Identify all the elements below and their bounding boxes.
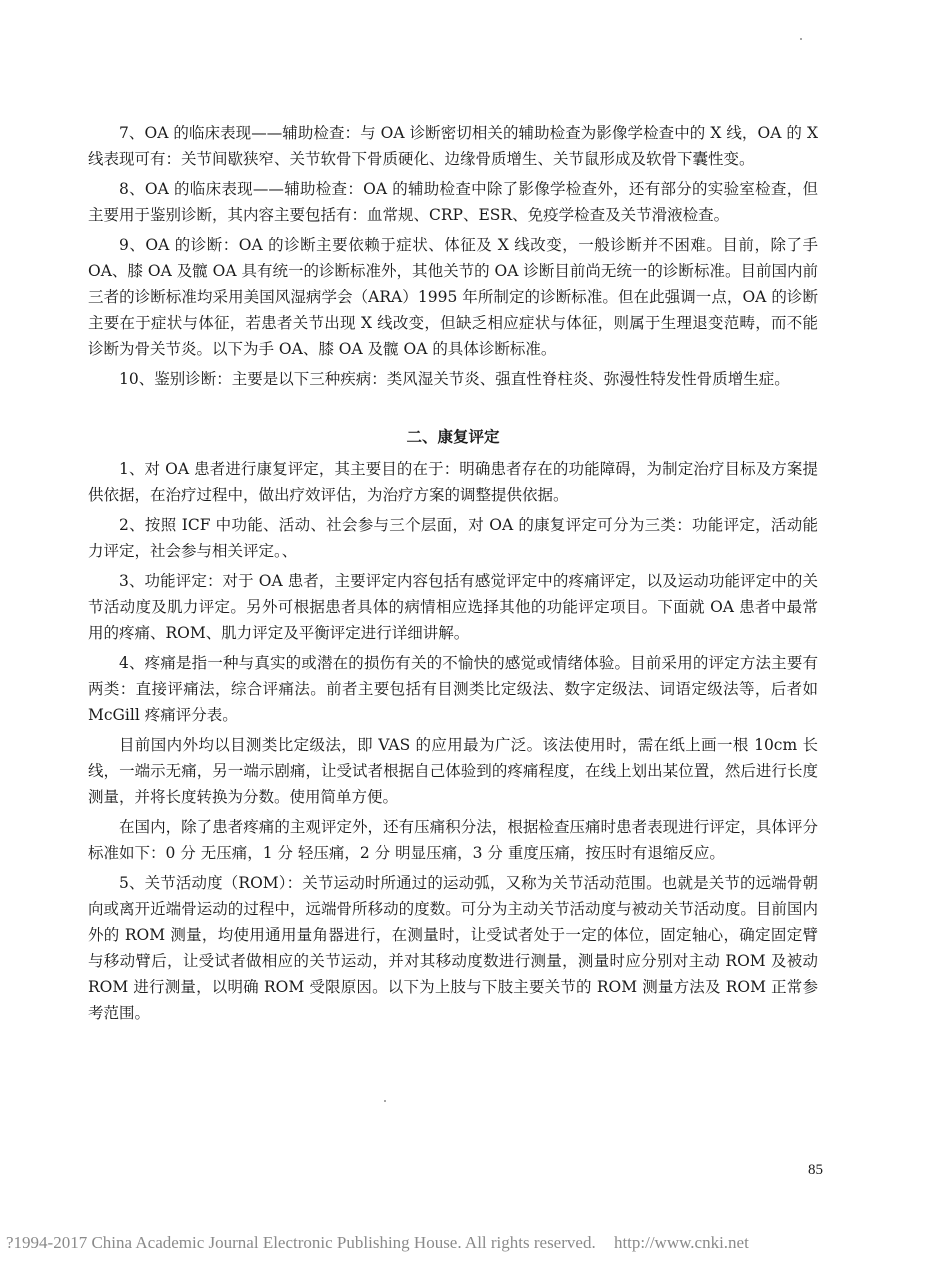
- paragraph-7: 7、OA 的临床表现——辅助检查：与 OA 诊断密切相关的辅助检查为影像学检查中的 X 线，OA 的 X 线表现可有：关节间歇狭窄、关节软骨下骨质硬化、边缘骨质增生、关节鼠形成及软骨下囊性变。: [88, 124, 818, 168]
- body-text: [88, 120, 818, 1030]
- paragraph-9: 9、OA 的诊断：OA 的诊断主要依赖于症状、体征及 X 线改变，一般诊断并不困难。目前，除了手 OA、膝 OA 及髋 OA 具有统一的诊断标准外，其他关节的 OA 诊断目前尚无统一的诊断标准。目前国内前三者的诊断标准均采用美国风湿病学会（ARA）1995 年所制定的诊断标准。但在此强调一点，OA 的诊断主要在于症状与体征，若患者关节出现 X 线改变，但缺乏相应症状与体征，则属于生理退变范畴，而不能诊断为骨关节炎。以下为手 OA、膝 OA 及髋 OA 的具体诊断标准。: [88, 236, 818, 358]
- paragraph-3: 3、功能评定：对于 OA 患者，主要评定内容包括有感觉评定中的疼痛评定，以及运动功能评定中的关节活动度及肌力评定。另外可根据患者具体的病情相应选择其他的功能评定项目。下面就 OA 患者中最常用的疼痛、ROM、肌力评定及平衡评定进行详细讲解。: [88, 572, 818, 642]
- footer-url: http://www.cnki.net: [613, 1233, 749, 1252]
- paragraph-1: 1、对 OA 患者进行康复评定，其主要目的在于：明确患者存在的功能障碍，为制定治疗目标及方案提供依据，在治疗过程中，做出疗效评估，为治疗方案的调整提供依据。: [88, 460, 818, 504]
- scan-speck: [800, 38, 802, 40]
- paragraph-5: 5、关节活动度（ROM）：关节运动时所通过的运动弧，又称为关节活动范围。也就是关节的远端骨朝向或离开近端骨运动的过程中，远端骨所移动的度数。可分为主动关节活动度与被动关节活动度。目前国内外的 ROM 测量，均使用通用量角器进行，在测量时，让受试者处于一定的体位，固定轴心，确定固定臂与移动臂后，让受试者做相应的关节运动，并对其移动度数进行测量，测量时应分别对主动 ROM 及被动 ROM 进行测量，以明确 ROM 受限原因。以下为上肢与下肢主要关节的 ROM 测量方法及 ROM 正常参考范围。: [88, 874, 818, 1022]
- page-number: 85: [808, 1162, 823, 1178]
- paragraph-4: 4、疼痛是指一种与真实的或潜在的损伤有关的不愉快的感觉或情绪体验。目前采用的评定方法主要有两类：直接评痛法，综合评痛法。前者主要包括有目测类比定级法、数字定级法、词语定级法等，后者如 McGill 疼痛评分表。: [88, 654, 818, 724]
- footer-copyright: ?1994-2017 China Academic Journal Electronic Publishing House. All rights reserved.: [6, 1233, 596, 1252]
- paragraph-vas: 目前国内外均以目测类比定级法，即 VAS 的应用最为广泛。该法使用时，需在纸上画一根 10cm 长线，一端示无痛，另一端示剧痛，让受试者根据自己体验到的疼痛程度，在线上划出某位置，然后进行长度测量，并将长度转换为分数。使用简单方便。: [88, 736, 818, 806]
- footer: [6, 1233, 926, 1253]
- paragraph-10: 10、鉴别诊断：主要是以下三种疾病：类风湿关节炎、强直性脊柱炎、弥漫性特发性骨质增生症。: [119, 370, 790, 388]
- paragraph-2: 2、按照 ICF 中功能、活动、社会参与三个层面，对 OA 的康复评定可分为三类：功能评定，活动能力评定，社会参与相关评定。、: [88, 516, 818, 560]
- scan-speck: [384, 1100, 386, 1102]
- paragraph-8: 8、OA 的临床表现——辅助检查：OA 的辅助检查中除了影像学检查外，还有部分的实验室检查，但主要用于鉴别诊断，其内容主要包括有：血常规、CRP、ESR、免疫学检查及关节滑液检查。: [88, 180, 818, 224]
- paragraph-tenderness: 在国内，除了患者疼痛的主观评定外，还有压痛积分法，根据检查压痛时患者表现进行评定，具体评分标准如下：0 分 无压痛，1 分 轻压痛，2 分 明显压痛，3 分 重度压痛，按压时有退缩反应。: [88, 818, 818, 862]
- section-heading: 二、康复评定: [406, 427, 500, 446]
